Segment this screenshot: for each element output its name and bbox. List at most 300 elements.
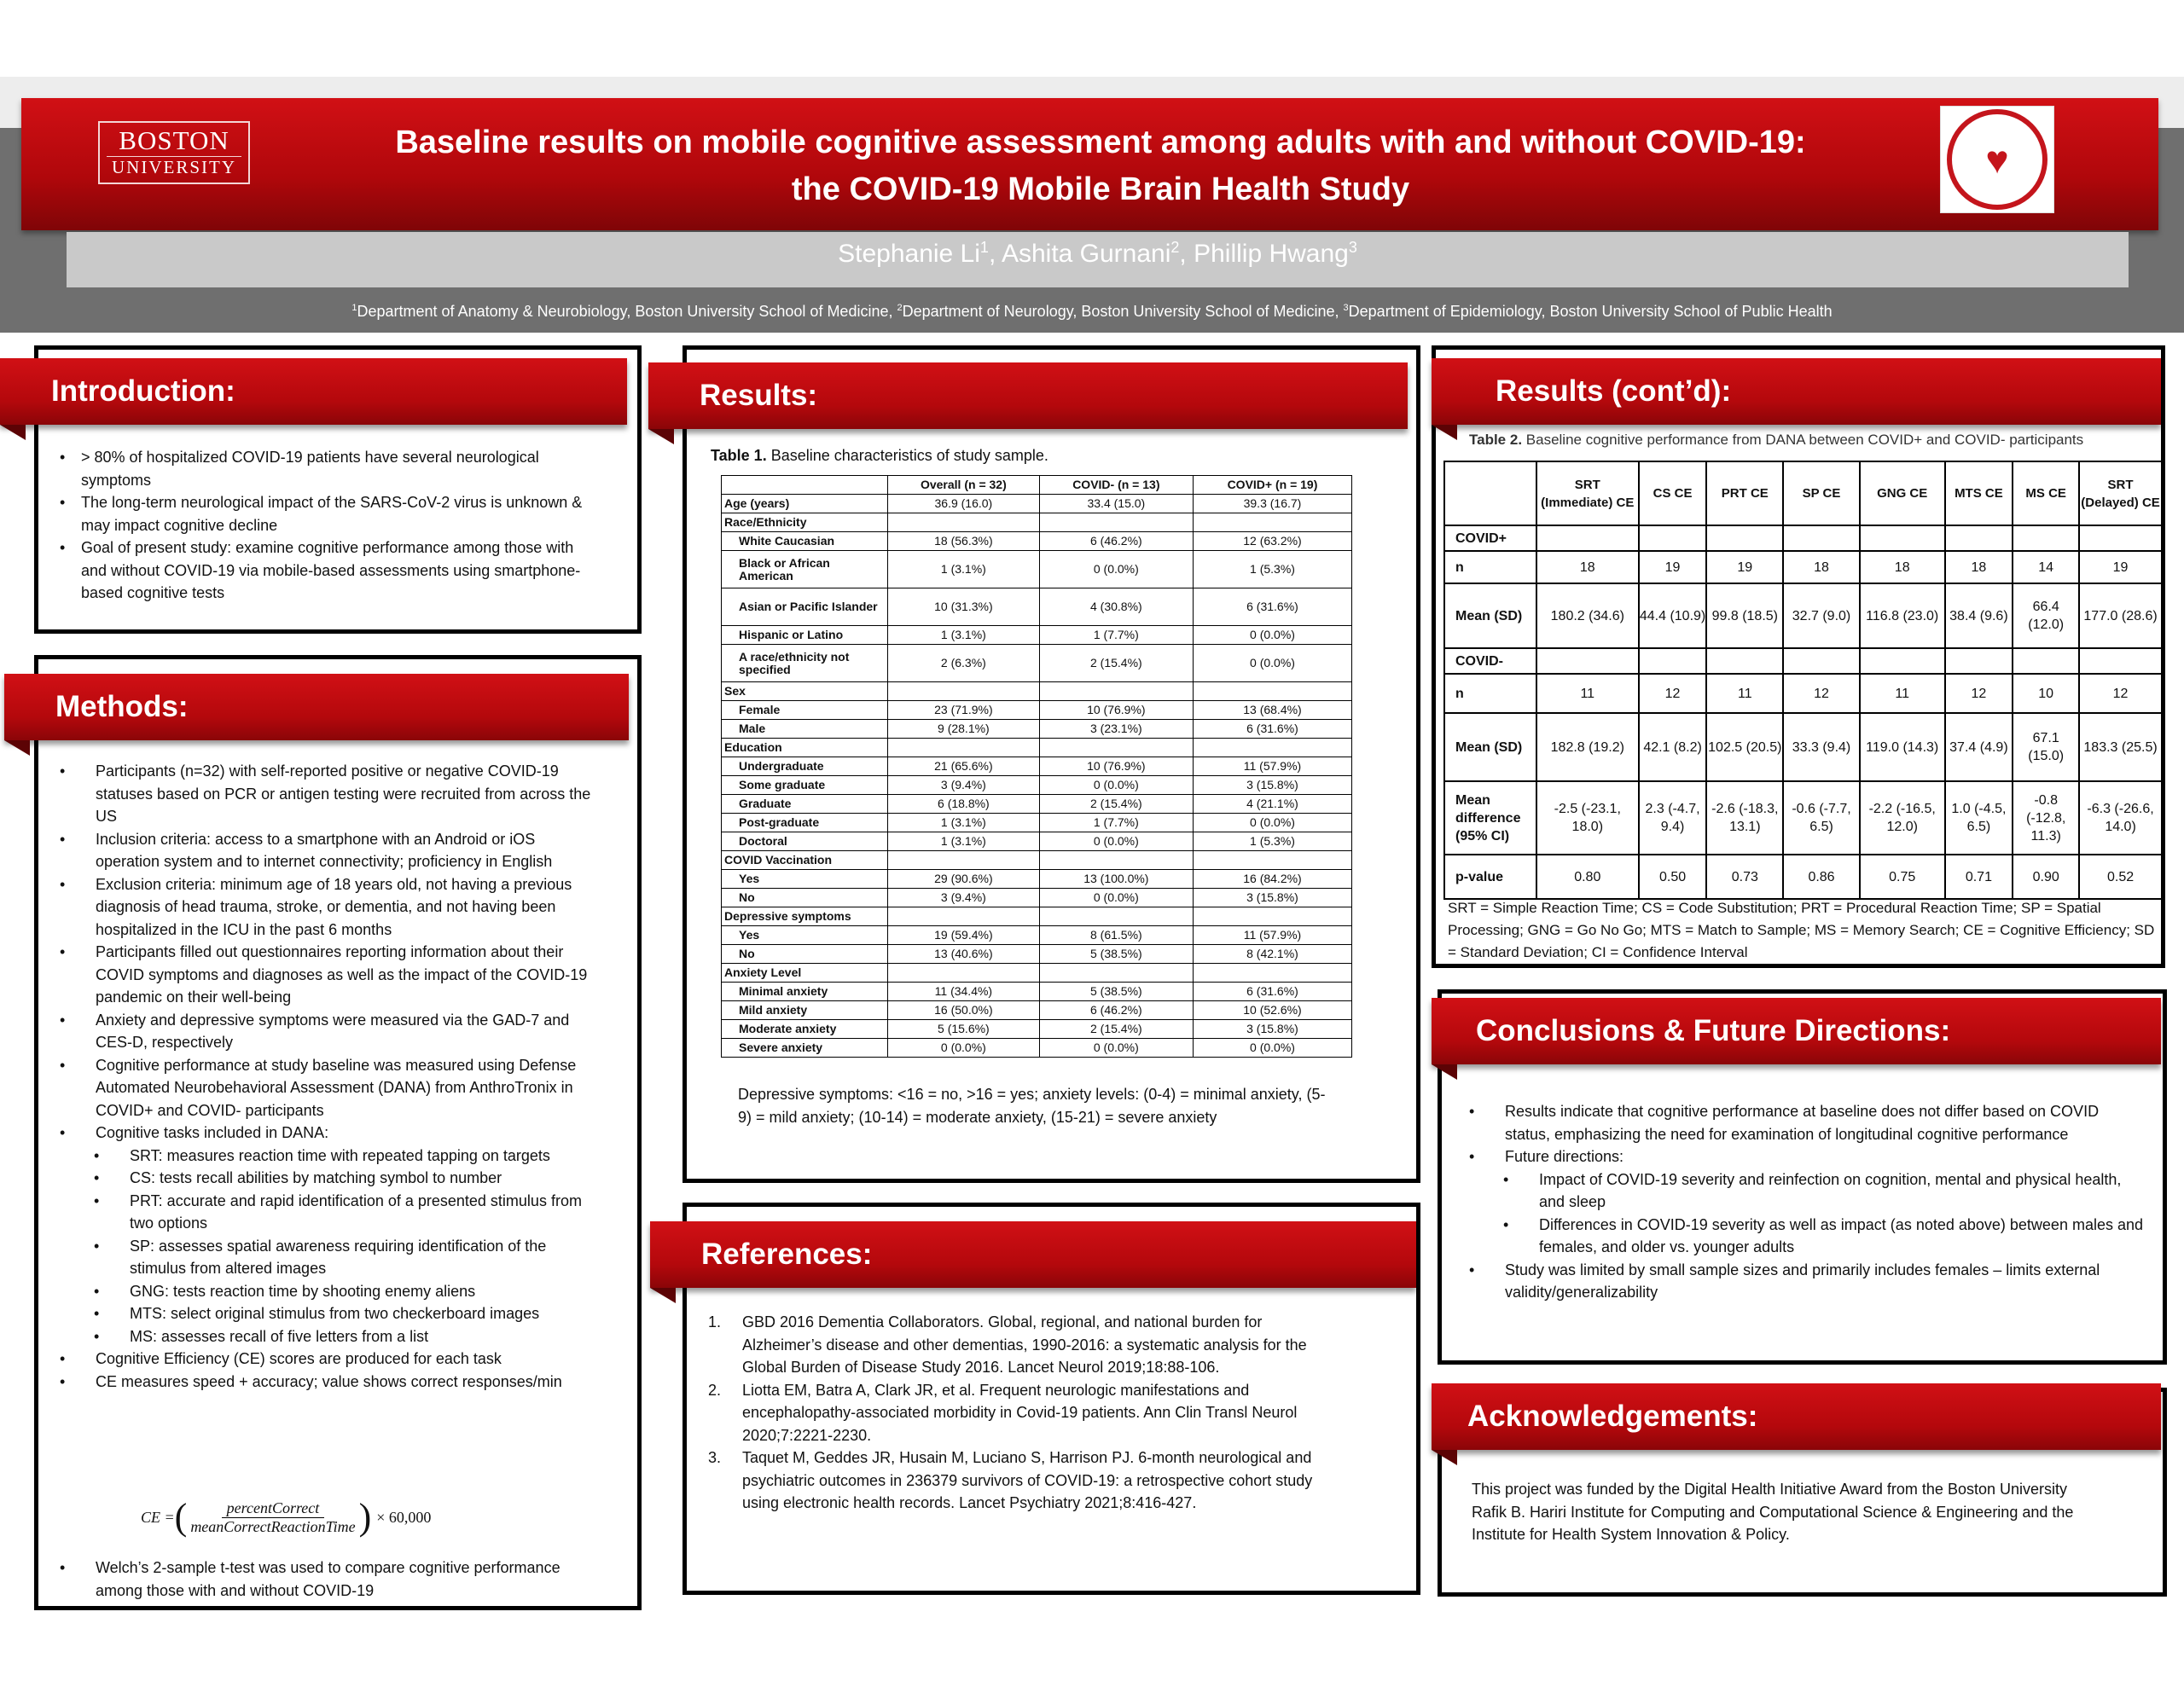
table-cell (1536, 525, 1639, 551)
table1-caption (711, 444, 1048, 467)
table-cell: 3 (9.4%) (888, 889, 1040, 907)
formula-denominator: meanCorrectReactionTime (190, 1517, 356, 1535)
row-label: COVID- (1444, 648, 1536, 674)
table-cell: 0 (0.0%) (888, 1039, 1040, 1058)
table-cell: -0.6 (-7.7, 6.5) (1783, 781, 1860, 855)
table-row (722, 964, 1352, 983)
table-cell: 0.50 (1639, 855, 1707, 899)
formula-numerator: percentCorrect (222, 1499, 325, 1518)
table-cell (2079, 525, 2162, 551)
table-cell: 0 (0.0%) (1193, 1039, 1351, 1058)
row-label: Some graduate (722, 776, 888, 795)
list-item: • Welch’s 2-sample t-test was used to compare cognitive performance among those with and without COVID-19 (51, 1557, 597, 1602)
table-cell: 0.75 (1860, 855, 1945, 899)
table-cell (1945, 648, 2013, 674)
table-cell (1783, 648, 1860, 674)
row-label: Female (722, 701, 888, 720)
formula-rhs: × 60,000 (376, 1508, 432, 1526)
table-cell: 10 (52.6%) (1193, 1001, 1351, 1020)
boston-university-logo (98, 121, 250, 184)
table-cell (1193, 682, 1351, 701)
table-cell: -2.5 (-23.1, 18.0) (1536, 781, 1639, 855)
table-cell: 0 (0.0%) (1039, 832, 1193, 851)
reference-number: 3. (708, 1449, 722, 1466)
table-cell: 18 (1783, 551, 1860, 583)
table-cell: 119.0 (14.3) (1860, 713, 1945, 781)
row-label: White Caucasian (722, 532, 888, 551)
sub-list-item: • Differences in COVID-19 severity as well as impact (as noted above) between males and females, and older vs. younger adults (1461, 1214, 2143, 1259)
row-label: Black or African American (722, 551, 888, 588)
list-item: • Inclusion criteria: access to a smartphone with an Android or iOS operation system and to internet connectivity; proficiency in English (51, 828, 597, 873)
table-row (1444, 525, 2162, 551)
table-row (722, 1001, 1352, 1020)
table-row (722, 1039, 1352, 1058)
logo-line-1: BOSTON (119, 125, 229, 155)
list-item: • Goal of present study: examine cognitive performance among those with and without COVID-19 via mobile-based assessments using smartphone-based cognitive tests (51, 536, 597, 605)
table-cell: 183.3 (25.5) (2079, 713, 2162, 781)
table-cell: 4 (21.1%) (1193, 795, 1351, 814)
table2-caption-text: Baseline cognitive performance from DANA between COVID+ and COVID- participants (1522, 432, 2084, 448)
table-cell: 11 (1536, 674, 1639, 713)
table-cell: 11 (34.4%) (888, 983, 1040, 1001)
table-cell (1039, 964, 1193, 983)
table-cell: 19 (59.4%) (888, 926, 1040, 945)
list-item: • Future directions: (1461, 1145, 2143, 1168)
table-cell: 0.90 (2013, 855, 2079, 899)
introduction-list (51, 446, 597, 605)
table-cell: 11 (57.9%) (1193, 926, 1351, 945)
table-cell: 23 (71.9%) (888, 701, 1040, 720)
table-cell: 0 (0.0%) (1039, 551, 1193, 588)
table-cell: 99.8 (18.5) (1706, 583, 1783, 648)
table-cell: 116.8 (23.0) (1860, 583, 1945, 648)
table-cell: 13 (40.6%) (888, 945, 1040, 964)
table-cell (1039, 682, 1193, 701)
table1-label: Table 1. (711, 447, 767, 464)
column-header: MS CE (2013, 461, 2079, 525)
author-affiliation-number: 3 (1348, 239, 1357, 256)
table-cell (1193, 739, 1351, 757)
table-cell: 5 (38.5%) (1039, 945, 1193, 964)
table-cell: 1.0 (-4.5, 6.5) (1945, 781, 2013, 855)
sub-list-item: • GNG: tests reaction time by shooting enemy aliens (51, 1280, 597, 1303)
author-name: Ashita Gurnani (1001, 240, 1171, 268)
table-cell (2079, 648, 2162, 674)
table1-caption-text: Baseline characteristics of study sample. (766, 447, 1048, 464)
list-item: • Exclusion criteria: minimum age of 18 years old, not having a previous diagnosis of head trauma, stroke, or dementia, and not having been hospitalized in the ICU in the past 6 months (51, 873, 597, 942)
table-row (722, 926, 1352, 945)
table-cell: 3 (23.1%) (1039, 720, 1193, 739)
row-label: Race/Ethnicity (722, 513, 888, 532)
row-label: Moderate anxiety (722, 1020, 888, 1039)
table-row (1444, 855, 2162, 899)
table-cell: 12 (2079, 674, 2162, 713)
table-cell: 2 (15.4%) (1039, 795, 1193, 814)
table-cell: 16 (50.0%) (888, 1001, 1040, 1020)
table-cell: 1 (7.7%) (1039, 814, 1193, 832)
table-row (1444, 551, 2162, 583)
sub-list-item: • MTS: select original stimulus from two checkerboard images (51, 1302, 597, 1325)
table-cell: 1 (5.3%) (1193, 832, 1351, 851)
affiliation-number: 2 (897, 303, 903, 313)
row-label: Anxiety Level (722, 964, 888, 983)
center-seal-logo (1940, 106, 2054, 213)
table-cell: -2.6 (-18.3, 13.1) (1706, 781, 1783, 855)
table-cell: 2 (15.4%) (1039, 645, 1193, 682)
table-row (722, 851, 1352, 870)
column-header: COVID+ (n = 19) (1193, 476, 1351, 495)
table-cell: 10 (2013, 674, 2079, 713)
table-cell: 0.52 (2079, 855, 2162, 899)
table2-caption (1469, 429, 2083, 452)
row-label: Post-graduate (722, 814, 888, 832)
row-label: Mean (SD) (1444, 713, 1536, 781)
table2-cognitive-performance (1443, 461, 2163, 900)
reference-text: Liotta EM, Batra A, Clark JR, et al. Frequent neurologic manifestations and encephalopathy-associated morbidity in Covid-19 patients. Ann Clin Transl Neurol 2020;7:2221-2230. (742, 1381, 1298, 1444)
table-cell: 0 (0.0%) (1193, 814, 1351, 832)
table-cell: 0 (0.0%) (1193, 626, 1351, 645)
affiliations (0, 303, 2184, 321)
table-cell: 182.8 (19.2) (1536, 713, 1639, 781)
list-item: • Results indicate that cognitive performance at baseline does not differ based on COVID status, emphasizing the need for examination of longitudinal cognitive performance (1461, 1100, 2143, 1145)
table-cell: -0.8 (-12.8, 11.3) (2013, 781, 2079, 855)
row-label: No (722, 945, 888, 964)
column-header: SRT (Delayed) CE (2079, 461, 2162, 525)
table-cell: 12 (63.2%) (1193, 532, 1351, 551)
table-cell: 10 (76.9%) (1039, 757, 1193, 776)
table-cell: 3 (15.8%) (1193, 889, 1351, 907)
acknowledgements-heading: Acknowledgements: (1432, 1383, 2161, 1450)
sub-list-item: • SP: assesses spatial awareness requiring identification of the stimulus from altered images (51, 1235, 597, 1280)
table-row (722, 720, 1352, 739)
table-cell (1193, 851, 1351, 870)
table-cell (1706, 525, 1783, 551)
row-label: Severe anxiety (722, 1039, 888, 1058)
table-row (722, 645, 1352, 682)
methods-heading: Methods: (4, 674, 629, 740)
table-row (722, 870, 1352, 889)
table-row (722, 1020, 1352, 1039)
column-header: MTS CE (1945, 461, 2013, 525)
table-row (722, 983, 1352, 1001)
table-cell (1706, 648, 1783, 674)
list-item: • Cognitive Efficiency (CE) scores are produced for each task (51, 1348, 597, 1371)
table-cell: 9 (28.1%) (888, 720, 1040, 739)
table-cell: 0.86 (1783, 855, 1860, 899)
table-cell (2013, 525, 2079, 551)
title-line-1: Baseline results on mobile cognitive assessment among adults with and without COVID-19: (395, 125, 1806, 160)
reference-text: Taquet M, Geddes JR, Husain M, Luciano S, Harrison PJ. 6-month neurological and psychiatric outcomes in 236379 survivors of COVID-19: a retrospective cohort study using electronic health records. Lancet Psychiatry 2021;8:416-427. (742, 1449, 1313, 1511)
table-cell: 4 (30.8%) (1039, 588, 1193, 626)
list-item: • Cognitive performance at study baseline was measured using Defense Automated Neurobehavioral Assessment (DANA) from AnthroTronix in COVID+ and COVID- participants (51, 1054, 597, 1122)
row-label: n (1444, 674, 1536, 713)
table-cell: 67.1 (15.0) (2013, 713, 2079, 781)
list-item: • Participants (n=32) with self-reported positive or negative COVID-19 statuses based on PCR or antigen testing were recruited from across the US (51, 760, 597, 828)
methods-final-list (51, 1557, 597, 1602)
table-row (722, 682, 1352, 701)
table-cell: 12 (1639, 674, 1707, 713)
column-header (722, 476, 888, 495)
heart-seal-icon: ♥ (1947, 109, 2048, 210)
row-label: Male (722, 720, 888, 739)
column-header: GNG CE (1860, 461, 1945, 525)
table-header-row (722, 476, 1352, 495)
table-cell: 1 (3.1%) (888, 814, 1040, 832)
row-label: COVID Vaccination (722, 851, 888, 870)
table-cell: 18 (1536, 551, 1639, 583)
table-cell: 0 (0.0%) (1193, 645, 1351, 682)
row-label: Yes (722, 870, 888, 889)
author-affiliation-number: 1 (979, 239, 989, 256)
table-row (722, 907, 1352, 926)
table-cell: 13 (68.4%) (1193, 701, 1351, 720)
row-label: Asian or Pacific Islander (722, 588, 888, 626)
table-cell: 6 (46.2%) (1039, 532, 1193, 551)
table-row (722, 757, 1352, 776)
table-cell: 18 (1945, 551, 2013, 583)
table-cell: -2.2 (-16.5, 12.0) (1860, 781, 1945, 855)
table-cell: 19 (1706, 551, 1783, 583)
table-cell: 32.7 (9.0) (1783, 583, 1860, 648)
table-cell (888, 907, 1040, 926)
table-cell: 12 (1783, 674, 1860, 713)
table-row (722, 795, 1352, 814)
author-name: Stephanie Li (838, 240, 980, 268)
table2-label: Table 2. (1469, 432, 1523, 448)
table-cell (888, 513, 1040, 532)
table-cell: 180.2 (34.6) (1536, 583, 1639, 648)
affiliation-text: Department of Neurology, Boston University School of Medicine, (902, 303, 1344, 320)
table-cell (1193, 907, 1351, 926)
methods-list (51, 760, 597, 1393)
conclusions-list (1461, 1100, 2143, 1304)
table-row (722, 588, 1352, 626)
table-cell: 0 (0.0%) (1039, 889, 1193, 907)
table-cell: 2 (6.3%) (888, 645, 1040, 682)
table-row (1444, 781, 2162, 855)
row-label: n (1444, 551, 1536, 583)
column-header: PRT CE (1706, 461, 1783, 525)
author-list: Stephanie Li$^1$, Ashita Gurnani$^2$, Phillip Hwang$^3$ (838, 239, 1357, 268)
row-label: Undergraduate (722, 757, 888, 776)
table-cell: 0.80 (1536, 855, 1639, 899)
table-cell: 102.5 (20.5) (1706, 713, 1783, 781)
table-cell: 3 (15.8%) (1193, 1020, 1351, 1039)
table-cell: 37.4 (4.9) (1945, 713, 2013, 781)
poster-title (273, 119, 1928, 213)
row-label: Mean (SD) (1444, 583, 1536, 648)
table-cell (1193, 513, 1351, 532)
table-cell: 177.0 (28.6) (2079, 583, 2162, 648)
table-cell: 1 (7.7%) (1039, 626, 1193, 645)
table-row (722, 889, 1352, 907)
title-line-2: the COVID-19 Mobile Brain Health Study (791, 171, 1410, 207)
table-cell (1945, 525, 2013, 551)
results-heading: Results: (648, 362, 1408, 429)
reference-number: 2. (708, 1381, 722, 1399)
table-row (722, 532, 1352, 551)
sub-list-item: • CS: tests recall abilities by matching symbol to number (51, 1167, 597, 1190)
table-cell: 0 (0.0%) (1039, 776, 1193, 795)
acknowledgements-text: This project was funded by the Digital Health Initiative Award from the Boston University Rafik B. Hariri Institute for Computing and Computational Science & Engineering and the Institute for Health System Innovation & Policy. (1472, 1481, 2074, 1543)
table-cell: 1 (3.1%) (888, 551, 1040, 588)
table-cell: 19 (1639, 551, 1707, 583)
table-cell (1039, 907, 1193, 926)
table-cell: 2 (15.4%) (1039, 1020, 1193, 1039)
affiliation-text: Department of Anatomy & Neurobiology, Boston University School of Medicine, (357, 303, 897, 320)
table-row (722, 551, 1352, 588)
table-row (722, 776, 1352, 795)
affiliation-text: Department of Epidemiology, Boston University School of Public Health (1348, 303, 1833, 320)
reference-number: 1. (708, 1313, 722, 1330)
row-label: p-value (1444, 855, 1536, 899)
affiliation-number: 3 (1343, 303, 1349, 313)
sub-list-item: • SRT: measures reaction time with repeated tapping on targets (51, 1145, 597, 1168)
table-cell (1639, 525, 1707, 551)
table-cell: 6 (31.6%) (1193, 720, 1351, 739)
table-row (1444, 674, 2162, 713)
table-cell: 6 (46.2%) (1039, 1001, 1193, 1020)
table-cell: 21 (65.6%) (888, 757, 1040, 776)
table-row (722, 495, 1352, 513)
row-label: Graduate (722, 795, 888, 814)
table-cell: 14 (2013, 551, 2079, 583)
introduction-heading: Introduction: (0, 358, 627, 425)
table-cell: 1 (5.3%) (1193, 551, 1351, 588)
list-item: • > 80% of hospitalized COVID-19 patients have several neurological symptoms (51, 446, 597, 491)
table-cell: 8 (61.5%) (1039, 926, 1193, 945)
list-item: • Study was limited by small sample sizes and primarily includes females – limits external validity/generalizability (1461, 1259, 2143, 1304)
table1-note: Depressive symptoms: <16 = no, >16 = yes; anxiety levels: (0-4) = minimal anxiety, (5-9) = mild anxiety; (10-14) = moderate anxiety, (15-21) = severe anxiety (738, 1086, 1326, 1126)
sub-list-item: • Impact of COVID-19 severity and reinfection on cognition, mental and physical health, and sleep (1461, 1168, 2143, 1214)
table-cell: 44.4 (10.9) (1639, 583, 1707, 648)
table-cell: 29 (90.6%) (888, 870, 1040, 889)
column-header: SP CE (1783, 461, 1860, 525)
abbreviations-note: SRT = Simple Reaction Time; CS = Code Substitution; PRT = Procedural Reaction Time; SP = Spatial Processing; GNG = Go No Go; MTS = Match to Sample; MS = Memory Search; CE = Cognitive Efficiency; SD = Standard Deviation; CI = Confidence Interval (1448, 900, 2155, 960)
table-cell: 3 (9.4%) (888, 776, 1040, 795)
table-cell (1783, 525, 1860, 551)
table-cell: 33.4 (15.0) (1039, 495, 1193, 513)
table-row (1444, 713, 2162, 781)
conclusions-heading: Conclusions & Future Directions: (1432, 998, 2161, 1064)
results-contd-heading: Results (cont’d): (1432, 358, 2161, 425)
row-label: Hispanic or Latino (722, 626, 888, 645)
table-cell: 66.4 (12.0) (2013, 583, 2079, 648)
table-row (722, 832, 1352, 851)
table-cell: 5 (15.6%) (888, 1020, 1040, 1039)
table-cell (1639, 648, 1707, 674)
table-cell: 0.71 (1945, 855, 2013, 899)
table-cell: 39.3 (16.7) (1193, 495, 1351, 513)
list-item: • Cognitive tasks included in DANA: (51, 1122, 597, 1145)
formula-lhs: CE = (141, 1508, 175, 1526)
table-cell: 11 (1860, 674, 1945, 713)
table-cell: 33.3 (9.4) (1783, 713, 1860, 781)
row-label: Sex (722, 682, 888, 701)
row-label: Age (years) (722, 495, 888, 513)
table-cell: 1 (3.1%) (888, 626, 1040, 645)
table-cell: 42.1 (8.2) (1639, 713, 1707, 781)
column-header: Overall (n = 32) (888, 476, 1040, 495)
table-row (722, 626, 1352, 645)
reference-item (704, 1446, 1318, 1515)
row-label: Yes (722, 926, 888, 945)
table-cell (888, 739, 1040, 757)
affiliation-number: 1 (351, 303, 357, 313)
table-cell (1860, 648, 1945, 674)
row-label: No (722, 889, 888, 907)
ce-formula: CE = ( $\frac{\text{percentCorrect}}{\text{meanCorrectReactionTime}}$ ) × 60,000 (141, 1496, 432, 1538)
table-cell (1860, 525, 1945, 551)
list-item: • CE measures speed + accuracy; value shows correct responses/min (51, 1371, 597, 1394)
row-label: Depressive symptoms (722, 907, 888, 926)
table-cell: 16 (84.2%) (1193, 870, 1351, 889)
table-cell: 0 (0.0%) (1039, 1039, 1193, 1058)
table-cell: 19 (2079, 551, 2162, 583)
author-name: Phillip Hwang (1194, 240, 1349, 268)
row-label: Doctoral (722, 832, 888, 851)
table-cell: 11 (57.9%) (1193, 757, 1351, 776)
table-cell (1536, 648, 1639, 674)
table-row (722, 739, 1352, 757)
reference-item (704, 1311, 1318, 1379)
table-cell: 6 (31.6%) (1193, 983, 1351, 1001)
table-row (722, 814, 1352, 832)
table-cell: 36.9 (16.0) (888, 495, 1040, 513)
table-cell (1039, 513, 1193, 532)
author-affiliation-number: 2 (1170, 239, 1180, 256)
table-row (722, 513, 1352, 532)
column-header: CS CE (1639, 461, 1707, 525)
column-header: COVID- (n = 13) (1039, 476, 1193, 495)
table-cell (888, 964, 1040, 983)
table-cell: 6 (31.6%) (1193, 588, 1351, 626)
formula-fraction (190, 1499, 355, 1536)
table-cell: 38.4 (9.6) (1945, 583, 2013, 648)
table-row (1444, 583, 2162, 648)
row-label: COVID+ (1444, 525, 1536, 551)
row-label: Mild anxiety (722, 1001, 888, 1020)
list-item: • Anxiety and depressive symptoms were measured via the GAD-7 and CES-D, respectively (51, 1009, 597, 1054)
list-item: • Participants filled out questionnaires reporting information about their COVID symptoms and diagnoses as well as the impact of the COVID-19 pandemic on their well-being (51, 941, 597, 1009)
row-label: Minimal anxiety (722, 983, 888, 1001)
table-cell: 2.3 (-4.7, 9.4) (1639, 781, 1707, 855)
table-cell (1039, 851, 1193, 870)
table-cell: 10 (76.9%) (1039, 701, 1193, 720)
table-row (1444, 648, 2162, 674)
table-cell (1193, 964, 1351, 983)
sub-list-item: • MS: assesses recall of five letters from a list (51, 1325, 597, 1348)
table-cell: 13 (100.0%) (1039, 870, 1193, 889)
logo-line-2: UNIVERSITY (107, 156, 241, 177)
column-header (1444, 461, 1536, 525)
row-label: Mean difference (95% CI) (1444, 781, 1536, 855)
table-cell: 10 (31.3%) (888, 588, 1040, 626)
column-header: SRT (Immediate) CE (1536, 461, 1639, 525)
references-list (704, 1311, 1318, 1515)
table-header-row (1444, 461, 2162, 525)
table-cell (2013, 648, 2079, 674)
references-heading: References: (650, 1221, 1416, 1288)
table-cell (888, 851, 1040, 870)
table-cell (888, 682, 1040, 701)
table-cell: 12 (1945, 674, 2013, 713)
table-cell: 8 (42.1%) (1193, 945, 1351, 964)
reference-text: GBD 2016 Dementia Collaborators. Global, regional, and national burden for Alzheimer’s disease and other dementias, 1990-2016: a systematic analysis for the Global Burden of Disease Study 2016. Lancet Neurol 2019;18:88-106. (742, 1313, 1307, 1376)
table-cell: 0.73 (1706, 855, 1783, 899)
row-label: Education (722, 739, 888, 757)
table-cell: 1 (3.1%) (888, 832, 1040, 851)
